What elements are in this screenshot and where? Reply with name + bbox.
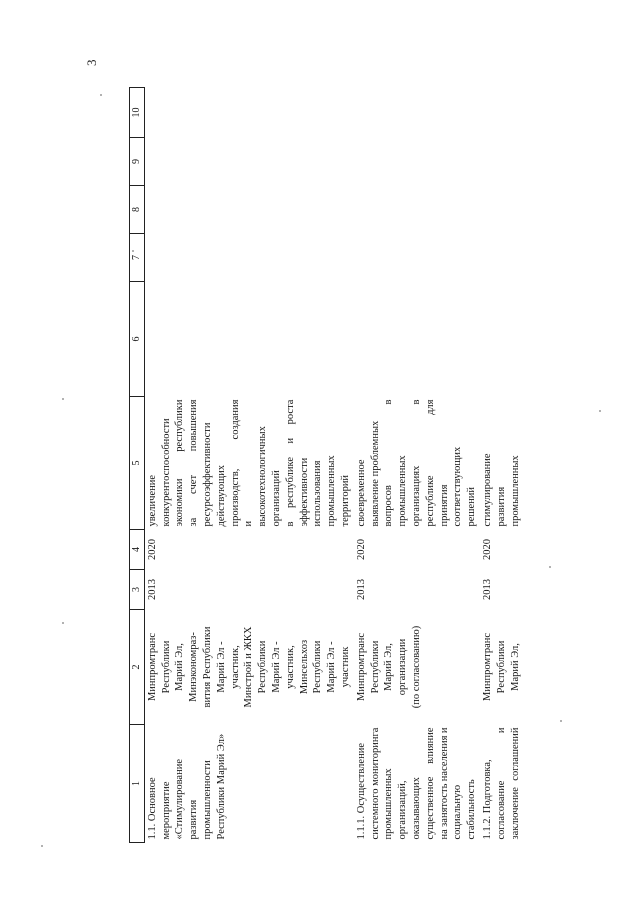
scan-speck bbox=[549, 566, 551, 568]
cell-line: 1.1.1. Осуществление bbox=[355, 743, 367, 840]
cell-line: использования bbox=[312, 460, 324, 527]
cell-line: Марий Эл, bbox=[509, 643, 521, 691]
cell-line: стабильность bbox=[466, 779, 478, 840]
cell-line: ресурсоэффективности bbox=[201, 422, 213, 527]
cell-line: Республики bbox=[369, 640, 381, 694]
cell-line: существенное влияние bbox=[424, 727, 436, 840]
cell-col-2 bbox=[144, 610, 353, 725]
cell-col-3: 2013 bbox=[146, 579, 158, 600]
cell-col-5 bbox=[480, 397, 523, 530]
column-header-9: 9 bbox=[130, 138, 145, 186]
cell-line: стимулирование bbox=[481, 453, 493, 527]
cell-line: промышленных bbox=[397, 455, 409, 527]
cell-col-4: 2020 bbox=[481, 539, 493, 560]
rotated-table-sheet bbox=[129, 88, 629, 843]
column-header-1: 1 bbox=[130, 725, 145, 843]
cell-line: Минпромтранс bbox=[481, 632, 493, 702]
cell-col-9 bbox=[144, 138, 353, 186]
cell-line: участник bbox=[339, 646, 351, 688]
cell-line: «Стимулирование bbox=[174, 759, 186, 840]
cell-col-10 bbox=[144, 88, 353, 138]
cell-col-9 bbox=[354, 138, 480, 186]
cell-col-1 bbox=[144, 725, 353, 843]
cell-line: в республике и роста bbox=[284, 399, 296, 527]
cell-line: Минпромтранс bbox=[146, 632, 158, 702]
cell-line: Марий Эл - bbox=[215, 641, 227, 693]
cell-col-8 bbox=[354, 186, 480, 234]
cell-col-8 bbox=[144, 186, 353, 234]
cell-line: Минсельхоз bbox=[298, 639, 310, 695]
cell-line: Республики bbox=[160, 640, 172, 694]
column-header-7: 7 bbox=[130, 234, 145, 282]
cell-line: организаций bbox=[270, 470, 282, 527]
cell-line: высокотехнологичных bbox=[257, 426, 269, 527]
cell-line: вития Республики bbox=[201, 626, 213, 708]
cell-line: промышленности bbox=[201, 760, 213, 840]
cell-col-1 bbox=[480, 725, 523, 843]
cell-col-8 bbox=[480, 186, 523, 234]
cell-line: участник, bbox=[284, 645, 296, 689]
cell-line: Республики bbox=[312, 640, 324, 694]
cell-line: 1.1.2. Подготовка, bbox=[481, 759, 493, 840]
scan-speck bbox=[41, 845, 43, 847]
cell-line: производств, создания bbox=[229, 399, 241, 527]
cell-line: соответствующих bbox=[452, 446, 464, 527]
cell-line: промышленных bbox=[383, 768, 395, 840]
cell-line: Республики bbox=[257, 640, 269, 694]
cell-line: Минэкономраз- bbox=[188, 632, 200, 702]
cell-line: на занятость населения и bbox=[438, 727, 450, 840]
cell-col-4: 2020 bbox=[146, 539, 158, 560]
cell-line: и bbox=[243, 520, 255, 527]
cell-col-7 bbox=[144, 234, 353, 282]
cell-line: своевременное bbox=[355, 459, 367, 527]
cell-col-5 bbox=[354, 397, 480, 530]
table-row bbox=[354, 88, 480, 843]
column-number-header bbox=[130, 88, 145, 843]
scan-speck bbox=[599, 410, 601, 412]
cell-line: развития bbox=[188, 799, 200, 840]
column-header-5: 5 bbox=[130, 397, 145, 530]
cell-col-2 bbox=[480, 610, 523, 725]
cell-col-1 bbox=[354, 725, 480, 843]
table-row bbox=[144, 88, 353, 843]
scan-speck bbox=[132, 250, 134, 252]
cell-col-3: 2013 bbox=[355, 579, 367, 600]
cell-line: социальную bbox=[452, 784, 464, 840]
column-header-2: 2 bbox=[130, 610, 145, 725]
column-header-10: 10 bbox=[130, 88, 145, 138]
scan-speck bbox=[560, 720, 562, 722]
cell-line: вопросов в bbox=[383, 399, 395, 527]
scan-speck bbox=[100, 94, 102, 96]
table-row bbox=[480, 88, 523, 843]
cell-col-5 bbox=[144, 397, 353, 530]
cell-line: (по согласованию) bbox=[410, 625, 422, 709]
cell-line: экономики республики bbox=[174, 399, 186, 527]
cell-line: республике для bbox=[424, 399, 436, 527]
scan-speck bbox=[62, 622, 64, 624]
cell-line: согласование и bbox=[495, 727, 507, 840]
cell-line: Марий Эл - bbox=[270, 641, 282, 693]
cell-line: заключение соглашений bbox=[509, 727, 521, 840]
cell-line: Республики bbox=[495, 640, 507, 694]
cell-line: участник, bbox=[229, 645, 241, 689]
cell-line: увеличение bbox=[146, 474, 158, 527]
cell-col-6 bbox=[480, 282, 523, 397]
cell-line: Республики Марий Эл» bbox=[215, 733, 227, 840]
cell-col-3: 2013 bbox=[481, 579, 493, 600]
cell-line: принятия bbox=[438, 484, 450, 527]
cell-col-10 bbox=[354, 88, 480, 138]
cell-col-9 bbox=[480, 138, 523, 186]
cell-line: организаций, bbox=[397, 780, 409, 840]
column-header-8: 8 bbox=[130, 186, 145, 234]
cell-col-10 bbox=[480, 88, 523, 138]
scan-speck bbox=[62, 398, 64, 400]
cell-col-6 bbox=[354, 282, 480, 397]
cell-line: промышленных bbox=[326, 455, 338, 527]
cell-col-7 bbox=[354, 234, 480, 282]
cell-line: Марий Эл, bbox=[383, 643, 395, 691]
cell-line: Марий Эл, bbox=[174, 643, 186, 691]
cell-line: 1.1. Основное bbox=[146, 777, 158, 840]
cell-line: Минстрой и ЖКХ bbox=[243, 626, 255, 708]
cell-col-2 bbox=[354, 610, 480, 725]
cell-line: организации bbox=[397, 638, 409, 696]
cell-col-6 bbox=[144, 282, 353, 397]
cell-col-7 bbox=[480, 234, 523, 282]
cell-line: решений bbox=[466, 486, 478, 527]
cell-line: организациях в bbox=[410, 399, 422, 527]
cell-line: за счет повышения bbox=[188, 399, 200, 527]
cell-line: мероприятие bbox=[160, 781, 172, 840]
cell-line: оказывающих bbox=[410, 777, 422, 840]
cell-line: выявление проблемных bbox=[369, 420, 381, 527]
cell-line: развития bbox=[495, 486, 507, 527]
page-number: 3 bbox=[84, 59, 99, 66]
cell-line: Марий Эл - bbox=[326, 641, 338, 693]
cell-line: территорий bbox=[339, 474, 351, 527]
cell-line: системного мониторинга bbox=[369, 727, 381, 840]
cell-line: конкурентоспособности bbox=[160, 418, 172, 527]
cell-line: действующих bbox=[215, 464, 227, 527]
cell-line: эффективности bbox=[298, 457, 310, 527]
cell-col-4: 2020 bbox=[355, 539, 367, 560]
cell-line: промышленных bbox=[509, 455, 521, 527]
column-header-4: 4 bbox=[130, 530, 145, 570]
cell-line: Минпромтранс bbox=[355, 632, 367, 702]
column-header-6: 6 bbox=[130, 282, 145, 397]
measures-table bbox=[129, 87, 523, 843]
column-header-3: 3 bbox=[130, 570, 145, 610]
